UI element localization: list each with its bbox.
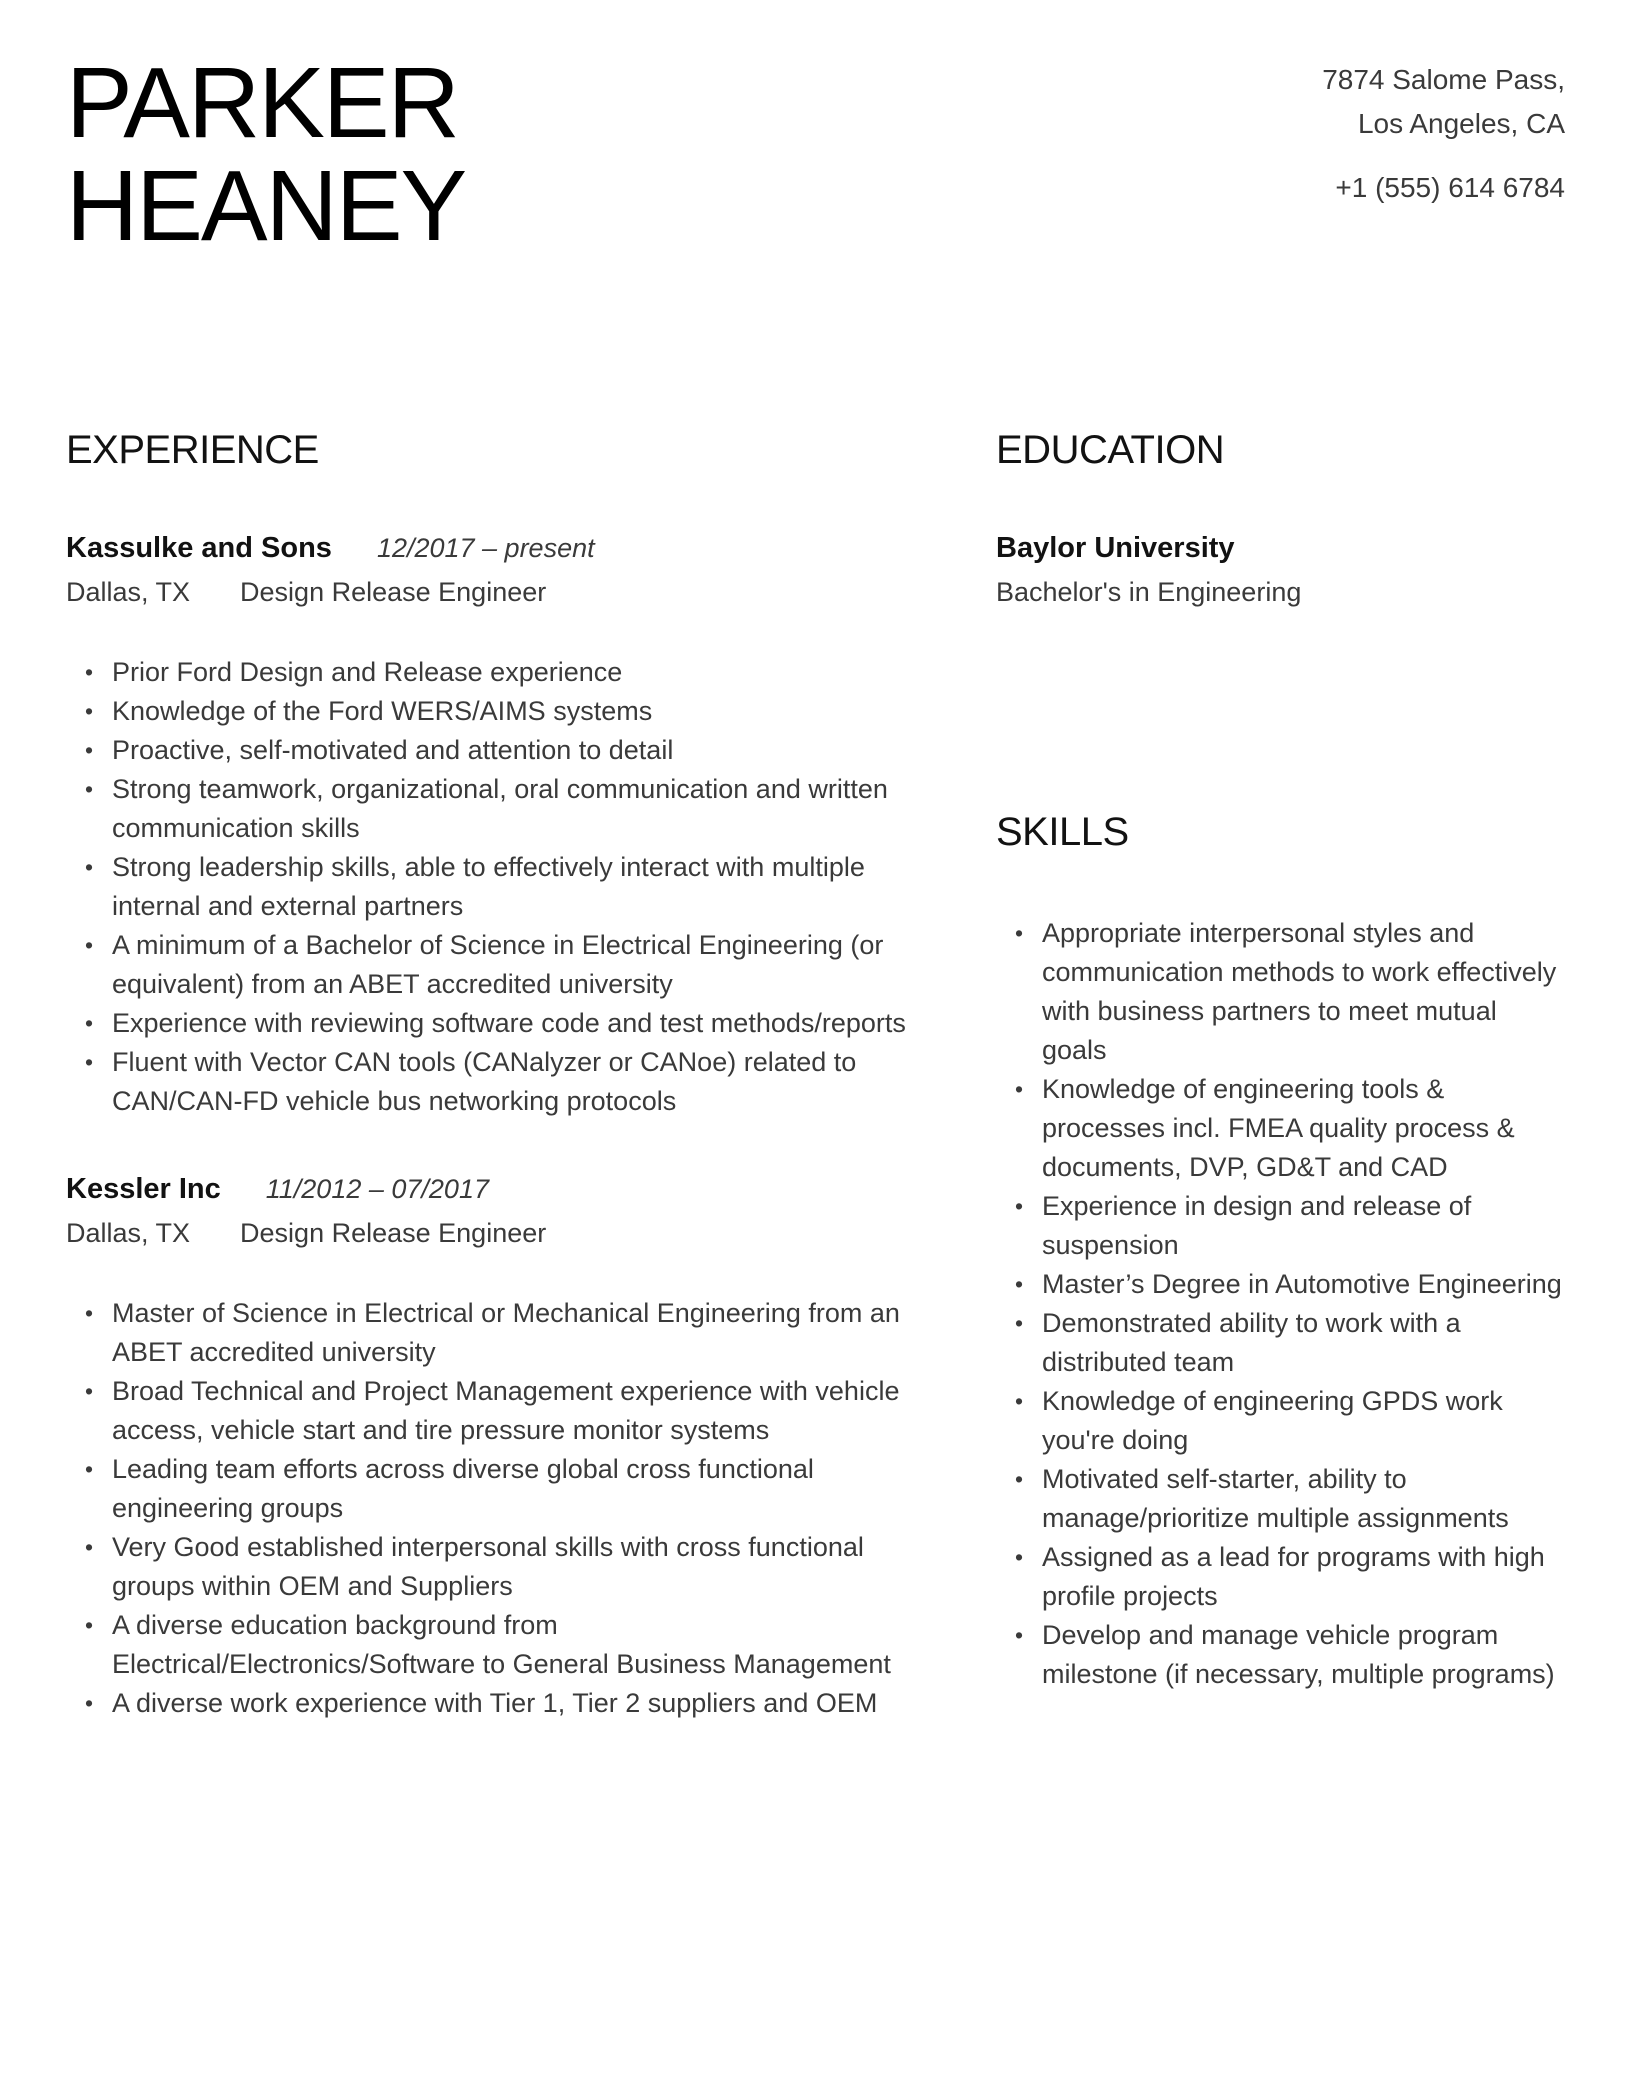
bullet-item: • Strong leadership skills, able to effectively interact with multiple internal and external partners (112, 848, 926, 926)
bullet-item: • Master of Science in Electrical or Mechanical Engineering from an ABET accredited university (112, 1294, 926, 1372)
company-name: Kessler Inc (66, 1173, 221, 1205)
bullet-item: • A minimum of a Bachelor of Science in Electrical Engineering (or equivalent) from an ABET accredited university (112, 926, 926, 1004)
name-line-1: PARKER (66, 47, 458, 159)
job-dates: 12/2017 – present (376, 533, 595, 563)
bullet-item: • Fluent with Vector CAN tools (CANalyzer or CANoe) related to CAN/CAN-FD vehicle bus networking protocols (112, 1043, 926, 1121)
job-bullet-list (66, 1294, 926, 1723)
bullet-item: • Motivated self-starter, ability to manage/prioritize multiple assignments (1042, 1460, 1565, 1538)
education-heading: EDUCATION (996, 428, 1225, 472)
bullet-item: • Knowledge of engineering GPDS work you're doing (1042, 1382, 1565, 1460)
phone-number: +1 (555) 614 6784 (1335, 172, 1565, 203)
main-content (66, 426, 1565, 1723)
bullet-item: • Broad Technical and Project Management experience with vehicle access, vehicle start and tire pressure monitor systems (112, 1372, 926, 1450)
bullet-item: • Knowledge of engineering tools & processes incl. FMEA quality process & documents, DVP, GD&T and CAD (1042, 1070, 1565, 1187)
bullet-item: • Proactive, self-motivated and attention to detail (112, 731, 926, 770)
job-entry-kessler (66, 1173, 926, 1723)
bullet-item: • Develop and manage vehicle program milestone (if necessary, multiple programs) (1042, 1616, 1565, 1694)
job-subheader (66, 1216, 926, 1250)
bullet-item: • Demonstrated ability to work with a distributed team (1042, 1304, 1565, 1382)
job-header (66, 1173, 926, 1206)
experience-heading: EXPERIENCE (66, 428, 319, 472)
school-name: Baylor University (996, 532, 1235, 564)
job-title: Design Release Engineer (240, 1218, 547, 1248)
bullet-item: • Very Good established interpersonal skills with cross functional groups within OEM and Suppliers (112, 1528, 926, 1606)
degree-name: Bachelor's in Engineering (996, 577, 1302, 607)
bullet-item: • Prior Ford Design and Release experience (112, 653, 926, 692)
right-column (996, 426, 1565, 1694)
bullet-item: • A diverse education background from Electrical/Electronics/Software to General Business Management (112, 1606, 926, 1684)
job-location: Dallas, TX (66, 577, 191, 607)
bullet-item: • Experience with reviewing software code and test methods/reports (112, 1004, 926, 1043)
job-bullet-list (66, 653, 926, 1121)
person-name (66, 47, 466, 262)
education-section (996, 426, 1565, 608)
bullet-item: • Knowledge of the Ford WERS/AIMS systems (112, 692, 926, 731)
skills-section (996, 808, 1565, 1694)
job-subheader (66, 575, 926, 609)
experience-section (66, 426, 926, 1723)
skills-bullet-list (996, 914, 1565, 1694)
bullet-item: • Assigned as a lead for programs with high profile projects (1042, 1538, 1565, 1616)
bullet-item: • A diverse work experience with Tier 1, Tier 2 suppliers and OEM (112, 1684, 926, 1723)
bullet-item: • Appropriate interpersonal styles and communication methods to work effectively with business partners to meet mutual goals (1042, 914, 1565, 1070)
contact-info (1322, 58, 1565, 210)
bullet-item: • Master’s Degree in Automotive Engineering (1042, 1265, 1565, 1304)
header (66, 47, 1565, 262)
bullet-item: • Strong teamwork, organizational, oral communication and written communication skills (112, 770, 926, 848)
bullet-item: • Experience in design and release of suspension (1042, 1187, 1565, 1265)
name-line-2: HEANEY (66, 150, 466, 262)
job-header (66, 532, 926, 565)
skills-heading: SKILLS (996, 810, 1129, 854)
bullet-item: • Leading team efforts across diverse global cross functional engineering groups (112, 1450, 926, 1528)
address-line-2: Los Angeles, CA (1357, 108, 1565, 139)
job-dates: 11/2012 – 07/2017 (265, 1174, 489, 1204)
address-line-1: 7874 Salome Pass, (1322, 64, 1565, 95)
job-entry-kassulke (66, 532, 926, 1121)
company-name: Kassulke and Sons (66, 532, 332, 564)
job-title: Design Release Engineer (240, 577, 547, 607)
job-location: Dallas, TX (66, 1218, 191, 1248)
